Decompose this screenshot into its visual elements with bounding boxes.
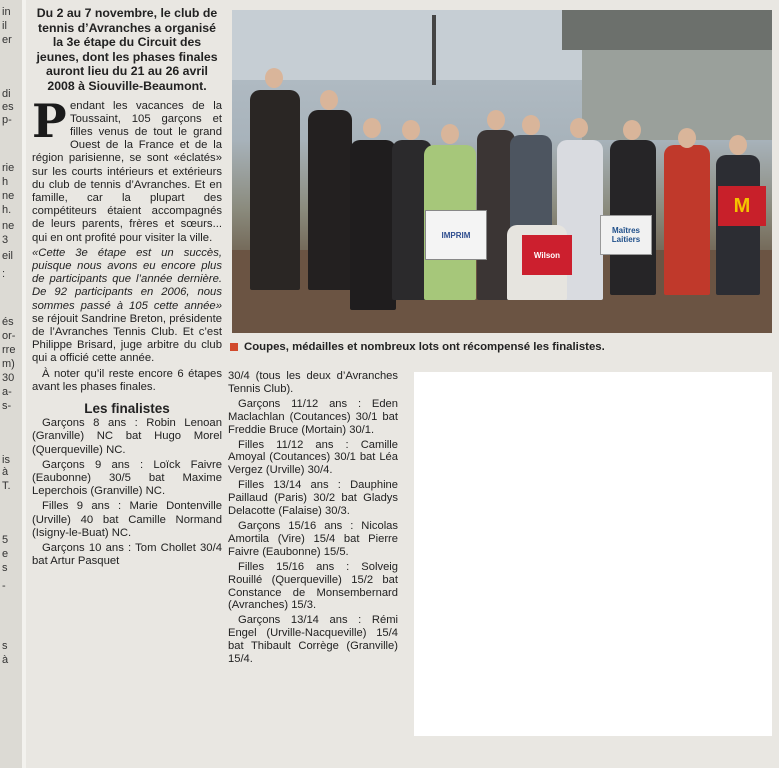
fragment-text: rre [2,344,16,356]
person [308,110,352,290]
fragment-text: ne [2,220,15,232]
result-item: Filles 15/16 ans : Solveig Rouillé (Querqueville) 15/2 bat Constance de Monsembernard (Avranches) 15/3. [228,560,398,612]
fragment-text: ne [2,190,15,202]
photo-roof [562,10,772,50]
group-photo [232,10,772,333]
person-head [678,128,696,148]
fragment-text: s- [2,400,12,412]
quote-italic: «Cette 3e étape est un succès, puisque nous avons eu encore plus de participants que l’année dernière. De 92 participants en 2006, nous sommes passé à 105 cette année» [32,246,222,312]
fragment-text: 3 [2,234,9,246]
sign-wilson [522,235,572,275]
article-column-2 [228,370,398,668]
result-item: Garçons 10 ans : Tom Chollet 30/4 bat Artur Pasquet [32,542,222,568]
note-paragraph: À noter qu’il reste encore 6 étapes avant les phases finales. [32,367,222,393]
photo-light-pole [432,15,436,85]
page-gutter [22,0,26,768]
fragment-text: 30 [2,372,15,384]
fragment-text: e [2,548,9,560]
fragment-text: or- [2,330,16,342]
fragment-text: er [2,34,12,46]
fragment-text: - [2,580,6,592]
result-item: Garçons 15/16 ans : Nicolas Amortila (Vire) 15/4 bat Pierre Faivre (Eaubonne) 15/5. [228,519,398,558]
caption-text: Coupes, médailles et nombreux lots ont récompensé les finalistes. [244,341,605,353]
person [250,90,300,290]
person-head [487,110,505,130]
fragment-text: p- [2,114,12,126]
sign-maitres-laitiers-text: Maîtres Laitiers [611,226,641,244]
fragment-text: s [2,562,8,574]
person-head [522,115,540,135]
fragment-text: à [2,466,9,478]
fragment-text: in [2,6,11,18]
sign-mcdonalds [718,186,766,226]
result-item: Garçons 8 ans : Robin Lenoan (Granville) NC bat Hugo Morel (Querqueville) NC. [32,417,222,456]
sign-mcdonalds-text: M [733,194,751,217]
sign-maitres-laitiers [600,215,652,255]
fragment-text: is [2,454,10,466]
result-item: Garçons 11/12 ans : Eden Maclachlan (Coutances) 30/1 bat Freddie Bruce (Mortain) 30/1. [228,397,398,436]
person-head [265,68,283,88]
result-item: Filles 11/12 ans : Camille Amoyal (Coutances) 30/1 bat Léa Vergez (Urville) 30/4. [228,438,398,477]
person-head [570,118,588,138]
fragment-text: m) [2,358,15,370]
photo-caption [230,341,775,353]
fragment-text: : [2,268,6,280]
adjacent-column-fragment [0,0,23,768]
redacted-area [414,372,772,736]
person-head [320,90,338,110]
caption-marker [230,343,238,351]
sign-imprim [425,210,487,260]
person-head [402,120,420,140]
fragment-text: 5 [2,534,9,546]
fragment-text: eil [2,250,14,262]
sign-imprim-text: IMPRIM [441,230,471,240]
person [664,145,710,295]
result-item: Filles 13/14 ans : Dauphine Paillaud (Paris) 30/2 bat Gladys Delacotte (Falaise) 30/3. [228,479,398,518]
fragment-text: es [2,101,14,113]
finalists-heading: Les finalistes [84,401,170,417]
fragment-text: il [2,20,7,32]
person [350,140,396,310]
sign-wilson-text: Wilson [533,250,561,260]
person-head [441,124,459,144]
result-item: Garçons 13/14 ans : Rémi Engel (Urville-Nacqueville) 15/4 bat Thibault Corrège (Granville) 15/4. [228,614,398,666]
fragment-text: a- [2,386,12,398]
fragment-text: és [2,316,14,328]
quote-paragraph [32,247,222,366]
fragment-text: di [2,88,11,100]
result-item: Filles 9 ans : Marie Dontenville (Urville) 40 bat Camille Normand (Isigny-le-Buat) NC. [32,500,222,539]
lead-paragraph: endant les vacances de la Toussaint, 105 garçons et filles venus de tout le grand Ouest de la France et de la région parisienne, se sont «éclatés» sur les courts intérieurs et extérieurs du club de tennis d’Avranches. Et en famille, car la plupart des compétiteurs étaient accompagnés de leurs parents, frères et sœurs... qui en ont profité pour visiter la ville. [32,99,222,244]
fragment-text: h. [2,204,12,216]
person-head [363,118,381,138]
result-item: Garçons 9 ans : Loïck Faivre (Eaubonne) 30/5 bat Maxime Leperchois (Granville) NC. [32,458,222,498]
fragment-text: T. [2,480,11,492]
article-lead [32,93,222,245]
fragment-text: h [2,176,9,188]
fragment-text: rie [2,162,15,174]
person-head [729,135,747,155]
result-item: 30/4 (tous les deux d’Avranches Tennis Club). [228,370,398,395]
article-headline: Du 2 au 7 novembre, le club de tennis d’Avranches a organisé la 3e étape du Circuit des jeunes, dont les phases finales auront lieu du 21 au 26 avril 2008 à Siouville-Beaumont. [36,6,218,93]
fragment-text: s [2,640,8,652]
drop-cap: P [32,93,67,148]
fragment-text: à [2,654,9,666]
person-head [623,120,641,140]
quote-attribution: se réjouit Sandrine Breton, présidente de l’Avranches Tennis Club. Et c’est Philippe Brisard, juge arbitre du club qui a officié cette année. [32,312,222,365]
article-column-1 [32,6,222,570]
